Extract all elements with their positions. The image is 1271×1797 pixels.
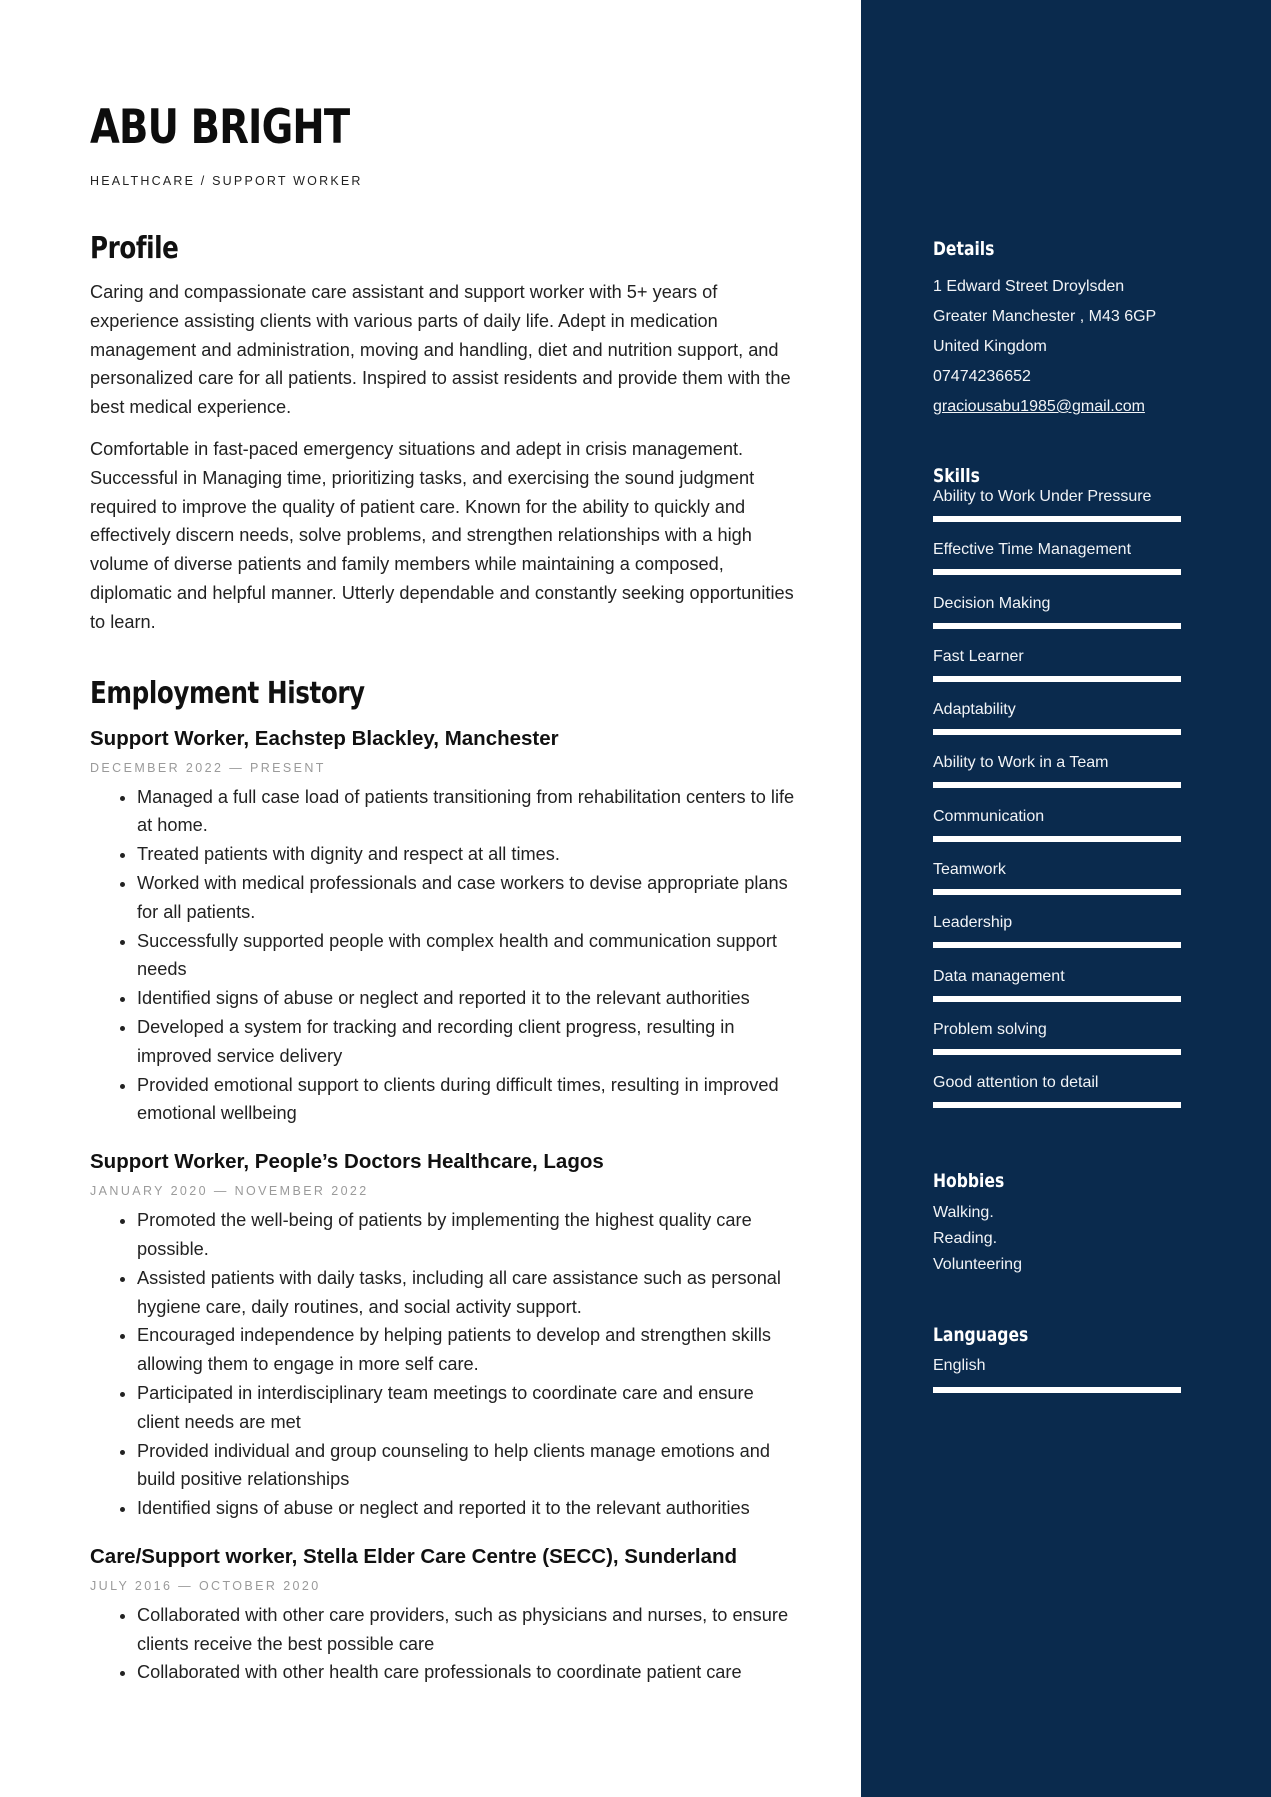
job-bullet: • Managed a full case load of patients transitioning from rehabilitation centers to life at home. — [137, 783, 796, 841]
skill-item — [933, 482, 1181, 535]
skill-level-fill — [933, 996, 1181, 1002]
profile-section — [90, 278, 796, 637]
phone-number: 07474236652 — [933, 368, 1031, 385]
job-bullet: • Identified signs of abuse or neglect and reported it to the relevant authorities — [137, 1494, 796, 1523]
job-entry-title: Support Worker, Eachstep Blackley, Manchester — [90, 726, 559, 750]
skill-label: Ability to Work Under Pressure — [933, 488, 1152, 505]
job-bullet: • Worked with medical professionals and case workers to devise appropriate plans for all patients. — [137, 869, 796, 927]
skill-item — [933, 962, 1181, 1015]
job-bullet-list — [90, 783, 796, 1129]
skill-label: Adaptability — [933, 701, 1016, 719]
skill-level-fill — [933, 729, 1181, 735]
job-bullet: • Treated patients with dignity and respect at all times. — [137, 840, 796, 869]
skills-section — [933, 463, 1181, 1122]
skill-label: Teamwork — [933, 861, 1006, 879]
hobby-item: Volunteering — [933, 1256, 1022, 1273]
language-level-bar — [933, 1387, 1181, 1393]
skills-heading: Skills — [933, 465, 980, 487]
job-entry — [90, 1148, 796, 1523]
job-bullet: • Provided individual and group counseling to help clients manage emotions and build positive relationships — [137, 1437, 796, 1495]
job-entry — [90, 1543, 796, 1687]
skill-label: Problem solving — [933, 1020, 1047, 1038]
hobby-item: Walking. — [933, 1204, 994, 1221]
job-bullet: • Identified signs of abuse or neglect and reported it to the relevant authorities — [137, 984, 796, 1013]
skill-level-bar — [933, 623, 1181, 629]
skill-level-fill — [933, 1049, 1181, 1055]
skill-level-bar — [933, 836, 1181, 842]
skill-item — [933, 1068, 1181, 1121]
hobbies-heading: Hobbies — [933, 1170, 1005, 1192]
job-bullet: • Participated in interdisciplinary team meetings to coordinate care and ensure client needs are met — [137, 1379, 796, 1437]
job-bullet: • Developed a system for tracking and recording client progress, resulting in improved service delivery — [137, 1013, 796, 1071]
country: United Kingdom — [933, 338, 1047, 355]
skill-item — [933, 1015, 1181, 1068]
profile-paragraph: Comfortable in fast-paced emergency situations and adept in crisis management. Successful in Managing time, prioritizing tasks, and exercising the sound judgment required to improve the quality of patient care. Known for the ability to quickly and effectively discern needs, solve problems, and strengthen relationships with a high volume of diverse patients and family members while maintaining a composed, diplomatic and helpful manner. Utterly dependable and constantly seeking opportunities to learn. — [90, 438, 794, 632]
skill-level-fill — [933, 676, 1181, 682]
address-line-2: Greater Manchester , M43 6GP — [933, 308, 1157, 325]
address-line-1: 1 Edward Street Droylsden — [933, 278, 1125, 295]
skill-item — [933, 589, 1181, 642]
job-bullet: • Collaborated with other care providers, such as physicians and nurses, to ensure clients receive the best possible care — [137, 1601, 796, 1659]
job-bullet: • Promoted the well-being of patients by implementing the highest quality care possible. — [137, 1206, 796, 1264]
job-entry-title: Support Worker, People’s Doctors Healthcare, Lagos — [90, 1150, 604, 1174]
skill-item — [933, 908, 1181, 961]
skill-item — [933, 535, 1181, 588]
language-level-fill — [933, 1387, 1181, 1393]
skill-level-bar — [933, 1102, 1181, 1108]
job-entry-dates: JULY 2016 — OCTOBER 2020 — [90, 1578, 321, 1593]
skill-label: Ability to Work in a Team — [933, 754, 1109, 772]
skill-level-fill — [933, 942, 1181, 948]
skill-item — [933, 642, 1181, 695]
job-bullet: • Successfully supported people with complex health and communication support needs — [137, 927, 796, 985]
skill-label: Data management — [933, 967, 1065, 985]
skill-level-bar — [933, 569, 1181, 575]
job-bullet-list — [90, 1206, 796, 1523]
skill-item — [933, 695, 1181, 748]
skill-level-bar — [933, 782, 1181, 788]
email-link[interactable]: graciousabu1985@gmail.com — [933, 398, 1145, 415]
job-bullet: • Collaborated with other health care professionals to coordinate patient care — [137, 1658, 796, 1687]
skill-label: Fast Learner — [933, 647, 1024, 665]
details-section — [933, 236, 1191, 422]
job-entry — [90, 725, 796, 1129]
job-bullet: • Assisted patients with daily tasks, including all care assistance such as personal hygiene care, daily routines, and social activity support. — [137, 1264, 796, 1322]
skill-level-bar — [933, 889, 1181, 895]
details-heading: Details — [933, 238, 995, 260]
skill-label: Decision Making — [933, 594, 1051, 612]
skill-level-fill — [933, 623, 1181, 629]
job-entry-title: Care/Support worker, Stella Elder Care Centre (SECC), Sunderland — [90, 1544, 738, 1568]
skill-level-fill — [933, 782, 1181, 788]
skill-level-fill — [933, 889, 1181, 895]
job-bullet: • Provided emotional support to clients during difficult times, resulting in improved emotional wellbeing — [137, 1071, 796, 1129]
skill-level-fill — [933, 569, 1181, 575]
sidebar — [861, 0, 1271, 1797]
skill-item — [933, 748, 1181, 801]
skill-level-bar — [933, 996, 1181, 1002]
job-bullet: • Encouraged independence by helping patients to develop and strengthen skills allowing them to engage in more self care. — [137, 1321, 796, 1379]
job-bullet-list — [90, 1601, 796, 1687]
skill-label: Effective Time Management — [933, 541, 1132, 559]
skill-level-bar — [933, 729, 1181, 735]
skill-label: Good attention to detail — [933, 1074, 1099, 1092]
skill-level-bar — [933, 942, 1181, 948]
skill-level-bar — [933, 516, 1181, 522]
profile-paragraph: Caring and compassionate care assistant and support worker with 5+ years of experience assisting clients with various parts of daily life. Adept in medication management and administration, moving and handling, diet and nutrition support, and personalized care for all patients. Inspired to assist residents and provide them with the best medical experience. — [90, 282, 791, 418]
skills-list — [933, 482, 1181, 1122]
job-entry-dates: DECEMBER 2022 — PRESENT — [90, 760, 326, 775]
languages-heading: Languages — [933, 1324, 1029, 1346]
hobby-item: Reading. — [933, 1230, 998, 1247]
hobbies-section — [933, 1168, 1022, 1278]
candidate-name: ABU BRIGHT — [90, 100, 350, 155]
skill-level-fill — [933, 1102, 1181, 1108]
skill-label: Communication — [933, 807, 1045, 825]
skill-level-fill — [933, 516, 1181, 522]
skill-level-bar — [933, 1049, 1181, 1055]
job-title: HEALTHCARE / SUPPORT WORKER — [90, 174, 363, 188]
profile-heading: Profile — [90, 231, 179, 266]
skill-level-fill — [933, 836, 1181, 842]
languages-section — [933, 1322, 1181, 1393]
skill-item — [933, 855, 1181, 908]
skill-label: Leadership — [933, 914, 1013, 932]
skill-item — [933, 802, 1181, 855]
language-label: English — [933, 1357, 986, 1374]
employment-heading: Employment History — [90, 675, 365, 711]
job-entry-dates: JANUARY 2020 — NOVEMBER 2022 — [90, 1184, 369, 1199]
skill-level-bar — [933, 676, 1181, 682]
